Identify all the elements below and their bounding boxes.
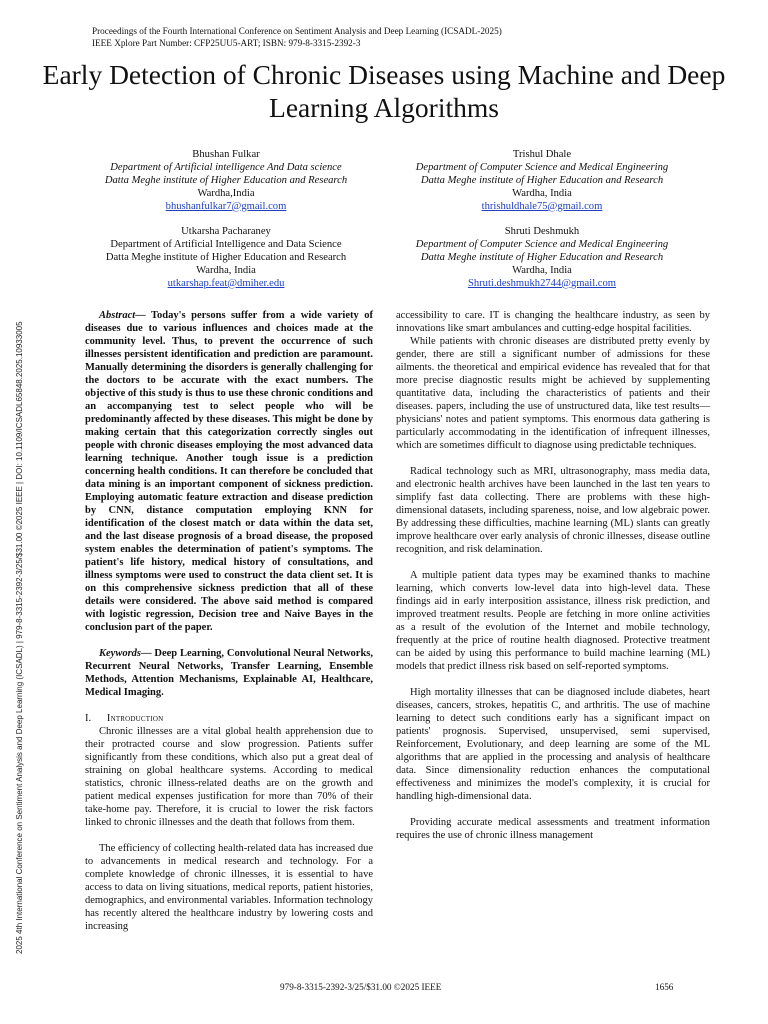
- keywords-label: Keywords: [99, 648, 141, 659]
- author-location: Wardha, India: [512, 187, 572, 199]
- author-name: Trishul Dhale: [512, 149, 572, 160]
- author-location: Wardha, India: [196, 264, 256, 276]
- author-block: [56, 226, 396, 291]
- author-institution: Datta Meghe institute of Higher Education and Research: [104, 174, 348, 186]
- proceedings-header: Proceedings of the Fourth International Conference on Sentiment Analysis and Deep Learning (ICSADL-2025): [92, 26, 502, 36]
- right-column: [396, 309, 710, 842]
- author-email-link[interactable]: thrishuldhale75@gmail.com: [481, 200, 603, 212]
- author-location: Wardha,India: [197, 187, 255, 199]
- left-column: [85, 309, 373, 933]
- author-institution: Datta Meghe institute of Higher Education and Research: [105, 251, 347, 263]
- paragraph: While patients with chronic diseases are distributed pretty evenly by gender, there are still a significant number of admissions for these ailments. the theoretical and empirical evidence has revealed that for that more precise diagnostic results might be achieved by supplementing quantitative data, including the characteristics of patients and their diseases. papers, including the use of unstructured data, like test results—physicians' notes and patient symptoms. This enormous data gathering is particularly accommodating in the identification of infrequent illnesses, which are sometimes difficult to diagnose using predictable techniques.: [396, 336, 710, 451]
- author-institution: Datta Meghe institute of Higher Education and Research: [420, 174, 664, 186]
- author-department: Department of Computer Science and Medical Engineering: [415, 161, 669, 173]
- author-department: Department of Computer Science and Medical Engineering: [415, 238, 669, 250]
- author-email-link[interactable]: Shruti.deshmukh2744@gmail.com: [467, 277, 617, 289]
- author-email-link[interactable]: bhushanfulkar7@gmail.com: [165, 200, 287, 212]
- paragraph: Providing accurate medical assessments and treatment information requires the use of chronic illness management: [396, 817, 710, 841]
- paragraph: Radical technology such as MRI, ultrasonography, mass media data, and electronic health archives have been launched in the last ten years to simplify fast data collecting. There are problems with these high-dimensional datasets, including spareness, noise, and low algebraic power. By addressing these difficulties, machine learning (ML) slants can greatly improve healthcare over early analysis of chronic illnesses, disease outline recognition, and risk delamination.: [396, 466, 710, 555]
- page-number: 1656: [655, 982, 674, 992]
- section-number: I.: [85, 713, 92, 724]
- author-name: Shruti Deshmukh: [504, 226, 580, 237]
- author-location: Wardha, India: [512, 264, 572, 276]
- paragraph: Chronic illnesses are a vital global health apprehension due to their protracted course and slow progression. Patients suffer significantly from these conditions, which also put a great deal of straining on global healthcare systems. According to medical statistics, chronic illness-related deaths are on the growth and patient medical expenses justification for more than 70% of their take-home pay. Therefore, it is crucial to lower the risk factors linked to chronic illnesses and the death that follows from them.: [85, 726, 373, 828]
- author-block: [56, 149, 396, 214]
- paragraph: accessibility to care. IT is changing the healthcare industry, as seen by innovations like smart ambulances and cutting-edge hospital facilities.: [396, 310, 710, 334]
- abstract: [85, 309, 373, 634]
- isbn-header: IEEE Xplore Part Number: CFP25UU5-ART; ISBN: 979-8-3315-2392-3: [92, 38, 361, 48]
- abstract-text: — Today's persons suffer from a wide variety of diseases due to various influences and choices made at the community level. Thus, to prevent the occurrence of such illnesses persistent identification and prediction are paramount. Manually determining the disorders is generally challenging for the doctors to be accurate with the exact numbers. The objective of this study is thus to use these chronic conditions and an accompanying test to select people who will be predominantly affected by these diseases. This might be done by making certain that this categorization correctly singles out people with chronic diseases employing the most advanced data learning technique. Another tough issue is a prediction concerning health conditions. It can therefore be concluded that data mining is an important component of sickness prediction. Employing automatic feature extraction and disease prediction by CNN, distance computation employing KNN for identification of the closest match or data within the data set, and the last disease prognosis of a broad disease, the proposed system enables the determination of patient's symptoms. The patient's life history, medical history of consultations, and illness symptoms were used to construct the data client set. It is on this comprehensive sickness prediction that all of these details were considered. The above said method is compared with logistic regression, Decision tree and Naive Bayes in the conclusion part of the paper.: [85, 310, 373, 633]
- section-heading: [85, 712, 373, 725]
- author-institution: Datta Meghe institute of Higher Education and Research: [420, 251, 664, 263]
- author-name: Bhushan Fulkar: [192, 149, 260, 160]
- author-department: Department of Artificial intelligence And Data science: [110, 161, 342, 173]
- keywords-text: — Deep Learning, Convolutional Neural Networks, Recurrent Neural Networks, Transfer Learning, Ensemble Methods, Attention Mechanisms, Explainable AI, Healthcare, Medical Imaging.: [85, 648, 373, 698]
- author-name: Utkarsha Pacharaney: [181, 226, 271, 237]
- author-block: [372, 149, 712, 214]
- paragraph: High mortality illnesses that can be diagnosed include diabetes, heart diseases, cancers, strokes, hepatitis C, and arthritis. The use of machine learning to detect such conditions early has a significant impact on patients' prognosis. Supervised, unsupervised, semi supervised, Reinforcement, Evolutionary, and deep learning are some of the ML algorithms that are applied in the processing and analysis of healthcare data. Since dimensionality reduction enhances the computational effectiveness and minimizes the model's complexity, it is crucial for handling high-dimensional data.: [396, 687, 710, 802]
- keywords: [85, 647, 373, 699]
- paragraph: A multiple patient data types may be examined thanks to machine learning, which converts low-level data into high-level data. These findings aid in early interposition assistance, illness risk prediction, and improved treatment results. People are fetching in more online activities as a result of the evolution of the Internet and mobile technology, frequently at the price of routine health diagnosed. Protective treatment can be aided by using this performance to build machine learning (ML) models that predict illness risk based on self-reported symptoms.: [396, 570, 710, 672]
- section-title: Introduction: [106, 713, 164, 724]
- paper-title: Early Detection of Chronic Diseases using Machine and Deep Learning Algorithms: [42, 59, 726, 123]
- author-email-link[interactable]: utkarshap.feat@dmiher.edu: [167, 277, 285, 289]
- author-block: [372, 226, 712, 291]
- abstract-label: Abstract: [99, 310, 136, 321]
- doi-sidebar: 2025 4th International Conference on Sentiment Analysis and Deep Learning (ICSADL) | 979-8-3315-2392-3/25/$31.00 ©2025 IEEE | DOI: 10.1109/ICSADL65848.2025.10933005: [15, 321, 24, 954]
- footer-copyright: 979-8-3315-2392-3/25/$31.00 ©2025 IEEE: [280, 982, 442, 992]
- paragraph: The efficiency of collecting health-related data has increased due to advancements in medical research and technology. For a complete knowledge of chronic illnesses, it is essential to have access to data on living situations, medical reports, patient histories, demographics, and environmental variables. Information technology has recently altered the healthcare industry by lowering costs and increasing: [85, 843, 373, 932]
- author-department: Department of Artificial Intelligence and Data Science: [110, 238, 342, 250]
